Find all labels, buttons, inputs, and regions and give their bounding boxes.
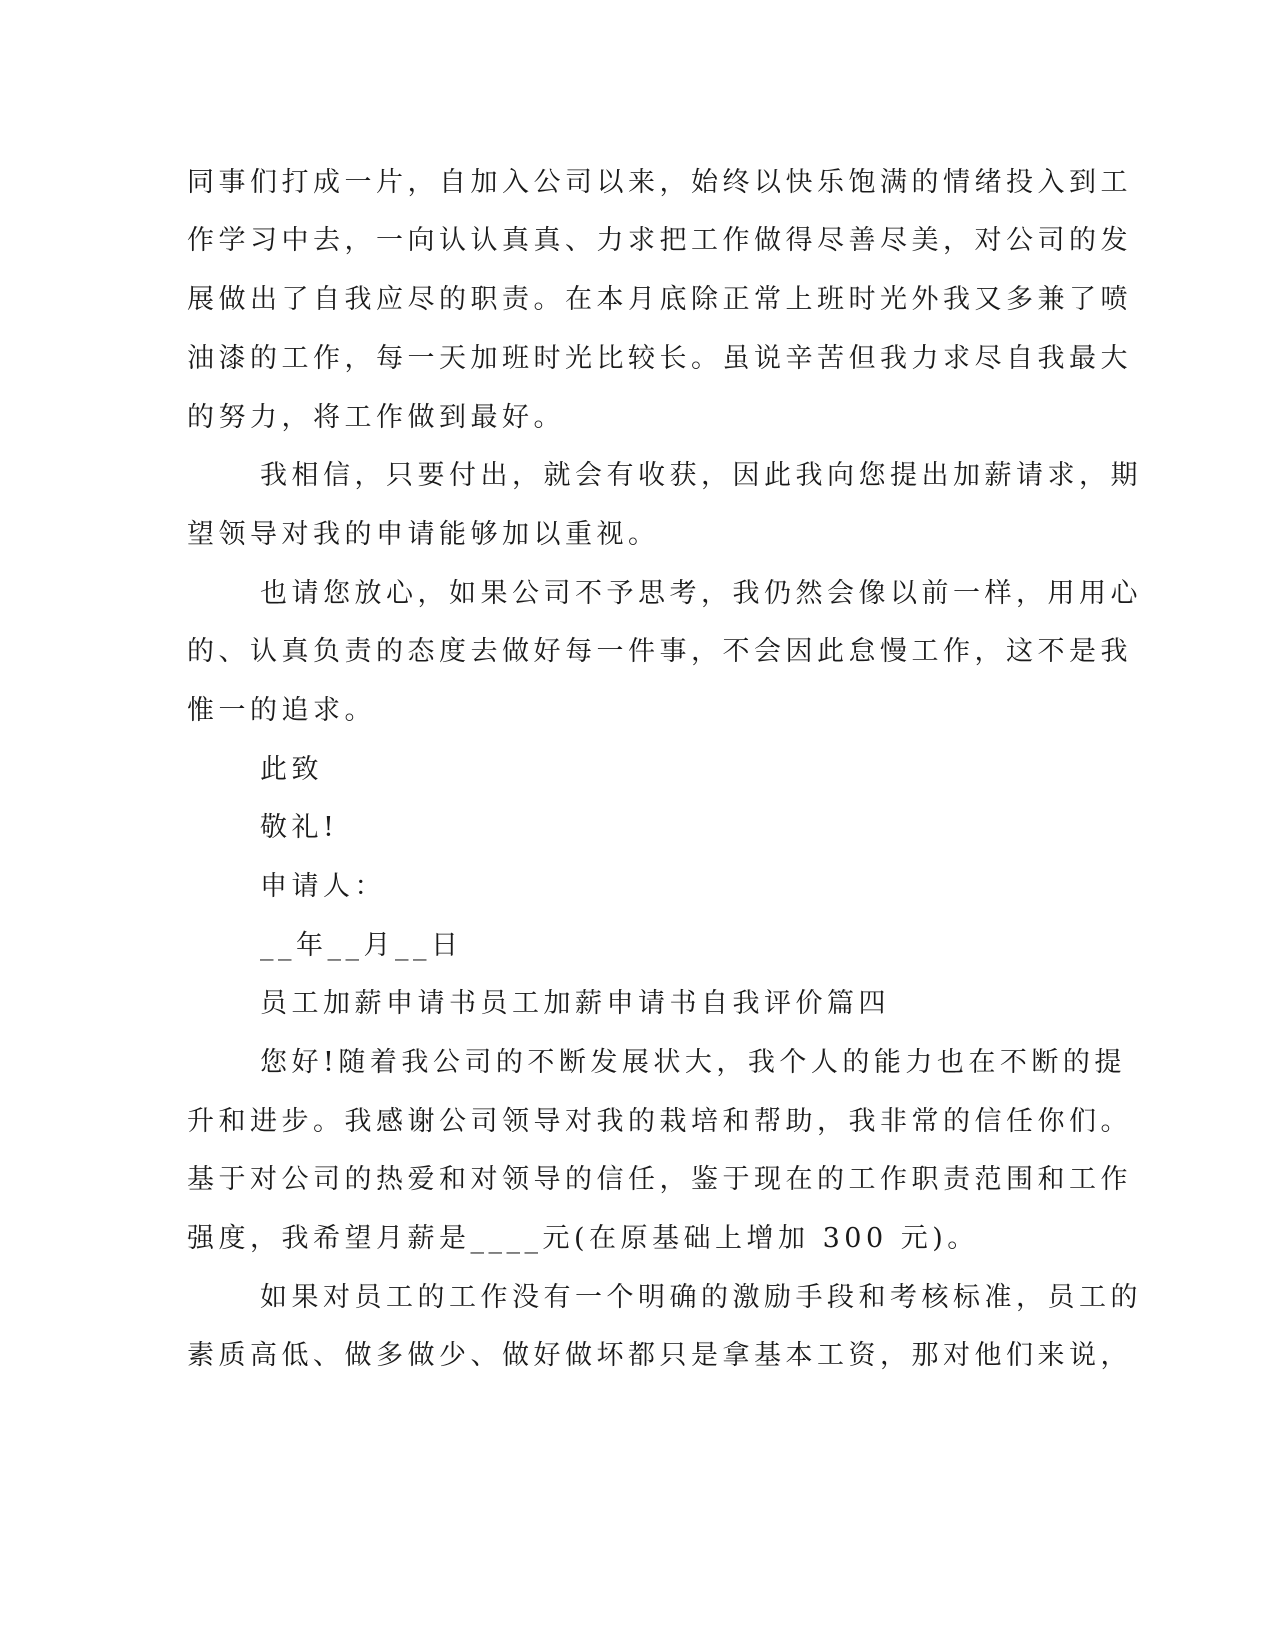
body-text-line: 强度，我希望月薪是____元(在原基础上增加 300 元)。 — [187, 1223, 979, 1254]
paragraph-start-line: 您好!随着我公司的不断发展状大，我个人的能力也在不断的提 — [260, 1047, 1126, 1078]
paragraph-start-line: 也请您放心，如果公司不予思考，我仍然会像以前一样，用用心 — [260, 578, 1142, 609]
paragraph-start-line: 如果对员工的工作没有一个明确的激励手段和考核标准，员工的 — [260, 1282, 1142, 1313]
body-text-line: 作学习中去，一向认认真真、力求把工作做得尽善尽美，对公司的发 — [187, 225, 1132, 256]
closing-salutation: 此致 — [260, 754, 323, 785]
body-text-line: 的、认真负责的态度去做好每一件事，不会因此怠慢工作，这不是我 — [187, 636, 1132, 667]
body-text-line: 基于对公司的热爱和对领导的信任，鉴于现在的工作职责范围和工作 — [187, 1164, 1132, 1195]
closing-regards: 敬礼! — [260, 812, 339, 843]
body-text-line: 同事们打成一片，自加入公司以来，始终以快乐饱满的情绪投入到工 — [187, 167, 1132, 198]
section-heading: 员工加薪申请书员工加薪申请书自我评价篇四 — [260, 988, 890, 1019]
body-text-line: 望领导对我的申请能够加以重视。 — [187, 519, 660, 550]
applicant-label: 申请人： — [260, 871, 386, 902]
body-text-line: 升和进步。我感谢公司领导对我的栽培和帮助，我非常的信任你们。 — [187, 1106, 1132, 1137]
date-line: __年__月__日 — [260, 930, 463, 961]
body-text-line: 的努力，将工作做到最好。 — [187, 402, 565, 433]
paragraph-start-line: 我相信，只要付出，就会有收获，因此我向您提出加薪请求，期 — [260, 460, 1142, 491]
body-text-line: 惟一的追求。 — [187, 695, 376, 726]
body-text-line: 油漆的工作，每一天加班时光比较长。虽说辛苦但我力求尽自我最大 — [187, 343, 1132, 374]
body-text-line: 素质高低、做多做少、做好做坏都只是拿基本工资，那对他们来说， — [187, 1340, 1132, 1371]
body-text-line: 展做出了自我应尽的职责。在本月底除正常上班时光外我又多兼了喷 — [187, 284, 1132, 315]
